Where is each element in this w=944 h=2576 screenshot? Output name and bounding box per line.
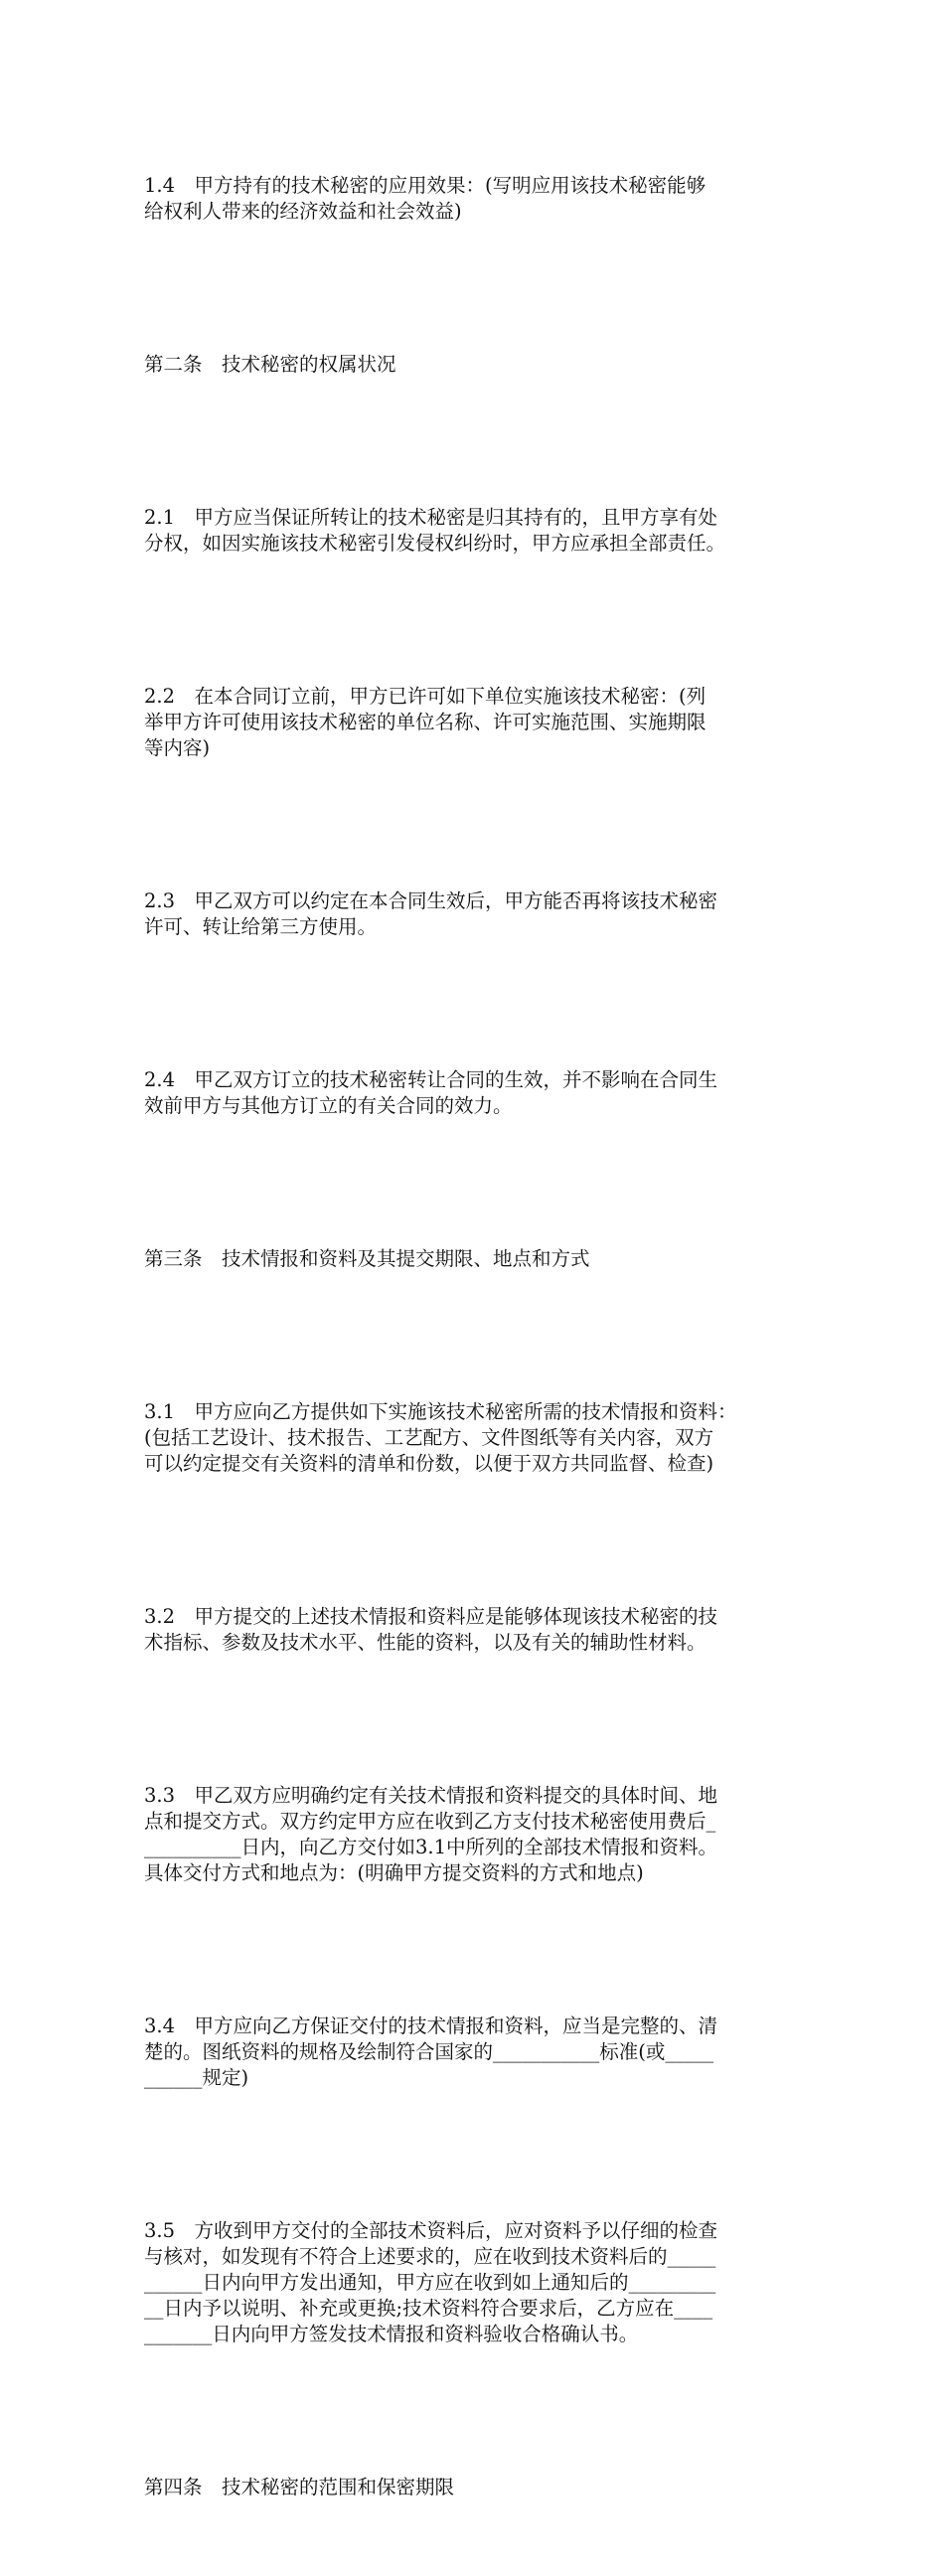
paragraph-3-1: [144, 1348, 808, 1529]
text-line: 许可、转让给第三方使用。: [144, 915, 378, 938]
text-line: 楚的。图纸资料的规格及绘制符合国家的___________标准(或_____: [144, 2040, 714, 2063]
text-line: 具体交付方式和地点为：(明确甲方提交资料的方式和地点): [144, 1861, 644, 1884]
section-heading-article-2: [144, 300, 808, 429]
text-line: 分权，如因实施该技术秘密引发侵权纠纷时，甲方应承担全部责任。: [144, 532, 726, 555]
paragraph-3-5: [144, 2167, 808, 2399]
text-line: 给权利人带来的经济效益和社会效益): [144, 200, 462, 223]
paragraph-3-3: [144, 1731, 808, 1938]
text-line: 3.4 甲方应向乙方保证交付的技术情报和资料，应当是完整的、清: [144, 2014, 718, 2037]
text-line: (包括工艺设计、技术报告、工艺配方、文件图纸等有关内容，双方: [144, 1426, 714, 1449]
text-line: _______日内向甲方签发技术情报和资料验收合格确认书。: [144, 2323, 639, 2345]
text-line: 第四条 技术秘密的范围和保密期限: [144, 2476, 455, 2498]
paragraph-2-4: [144, 1016, 808, 1171]
text-line: 2.1 甲方应当保证所转让的技术秘密是归其持有的，且甲方享有处: [144, 506, 718, 529]
text-line: 举甲方许可使用该技术秘密的单位名称、许可实施范围、实施期限: [144, 711, 707, 733]
paragraph-2-2: [144, 632, 808, 813]
paragraph-3-2: [144, 1552, 808, 1707]
text-line: __________日内，向乙方交付如3.1中所列的全部技术情报和资料。: [144, 1836, 718, 1858]
paragraph-3-4: [144, 1962, 808, 2143]
text-line: 效前甲方与其他方订立的有关合同的效力。: [144, 1094, 513, 1117]
text-line: 与核对，如发现有不符合上述要求的，应在收到技术资料后的_____: [144, 2245, 716, 2268]
paragraph-2-3: [144, 837, 808, 992]
text-line: 第二条 技术秘密的权属状况: [144, 353, 396, 376]
paragraph-2-1: [144, 453, 808, 608]
text-line: __日内予以说明、补充或更换;技术资料符合要求后，乙方应在____: [144, 2297, 713, 2320]
text-line: 3.5 方收到甲方交付的全部技术资料后，应对资料予以仔细的检查: [144, 2219, 718, 2242]
text-line: ______规定): [144, 2066, 249, 2089]
text-line: 2.2 在本合同订立前，甲方已许可如下单位实施该技术秘密：(列: [144, 685, 707, 708]
section-heading-article-4: [144, 2423, 808, 2552]
text-line: ______日内向甲方发出通知，甲方应在收到如上通知后的_________: [144, 2271, 716, 2294]
text-line: 第三条 技术情报和资料及其提交期限、地点和方式: [144, 1247, 590, 1270]
text-line: 点和提交方式。双方约定甲方应在收到乙方支付技术秘密使用费后_: [144, 1810, 716, 1833]
text-line: 等内容): [144, 736, 211, 759]
text-line: 可以约定提交有关资料的清单和份数，以便于双方共同监督、检查): [144, 1452, 714, 1475]
text-line: 3.2 甲方提交的上述技术情报和资料应是能够体现该技术秘密的技: [144, 1605, 718, 1628]
text-line: 术指标、参数及技术水平、性能的资料，以及有关的辅助性材料。: [144, 1631, 707, 1654]
paragraph-1-4: [144, 121, 808, 276]
text-line: 3.1 甲方应向乙方提供如下实施该技术秘密所需的技术情报和资料：: [144, 1400, 737, 1423]
text-line: 2.4 甲乙双方订立的技术秘密转让合同的生效，并不影响在合同生: [144, 1068, 718, 1091]
text-line: 2.3 甲乙双方可以约定在本合同生效后，甲方能否再将该技术秘密: [144, 889, 718, 912]
text-line: 3.3 甲乙双方应明确约定有关技术情报和资料提交的具体时间、地: [144, 1784, 718, 1807]
text-line: 1.4 甲方持有的技术秘密的应用效果：(写明应用该技术秘密能够: [144, 174, 707, 197]
section-heading-article-3: [144, 1195, 808, 1324]
document-body: [144, 121, 808, 2576]
